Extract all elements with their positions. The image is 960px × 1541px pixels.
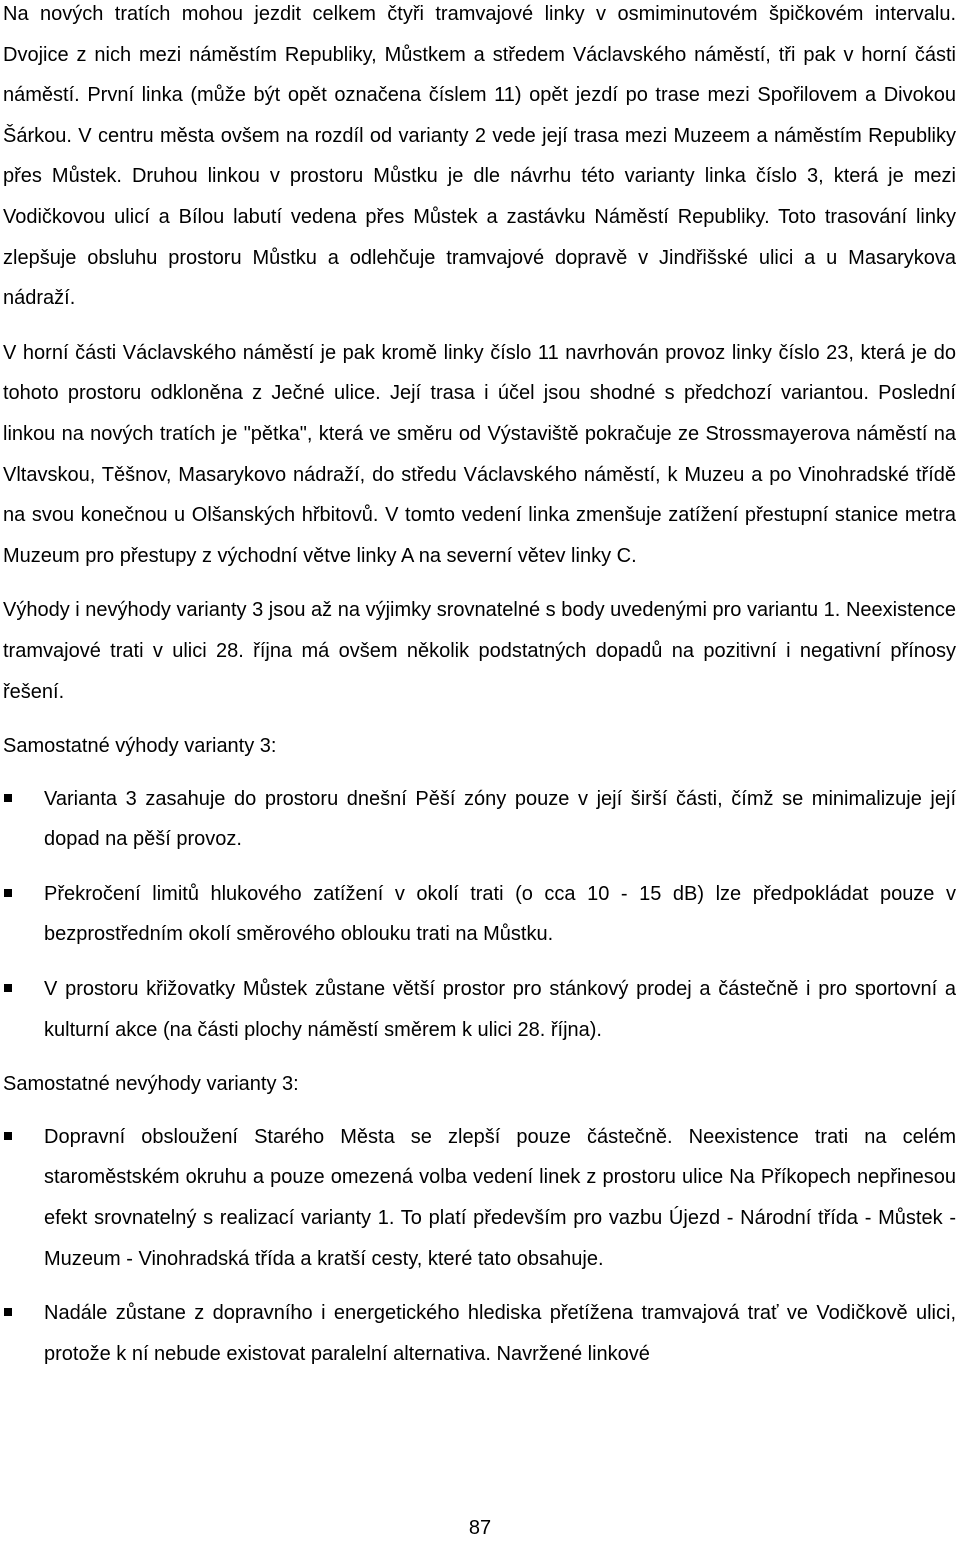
list-item	[3, 1117, 956, 1279]
square-bullet-icon	[4, 984, 12, 992]
paragraph-upper-wenceslas: V horní části Václavského náměstí je pak kromě linky číslo 11 navrhován provoz linky číslo 23, která je do tohoto prostoru odkloněna z Ječné ulice. Její trasa i účel jsou shodné s předchozí variantou. Poslední linkou na nových tratích je "pětka", která ve směru od Výstaviště pokračuje ze Strossmayerova náměstí na Vltavskou, Těšnov, Masarykovo nádraží, do středu Václavského náměstí, k Muzeu a po Vinohradské třídě na svou konečnou u Olšanských hřbitovů. V tomto vedení linka zmenšuje zatížení přestupní stanice metra Muzeum pro přestupy z východní větve linky A na severní větev linky C.	[3, 341, 956, 567]
paragraph-comparison: Výhody i nevýhody varianty 3 jsou až na výjimky srovnatelné s body uvedenými pro variantu 1. Neexistence tramvajové trati v ulici 28. října má ovšem několik podstatných dopadů na pozitivní i negativní přínosy řešení.	[3, 599, 956, 703]
advantages-heading: Samostatné výhody varianty 3:	[3, 735, 277, 758]
list-item	[3, 779, 956, 860]
list-item-text: V prostoru křižovatky Můstek zůstane větší prostor pro stánkový prodej a částečně i pro sportovní a kulturní akce (na části plochy náměstí směrem k ulici 28. října).	[44, 978, 956, 1041]
list-item	[3, 874, 956, 955]
advantages-list	[3, 779, 956, 1051]
list-item-text: Nadále zůstane z dopravního i energetického hlediska přetížena tramvajová trať ve Vodičkově ulici, protože k ní nebude existovat paralelní alternativa. Navržené linkové	[44, 1302, 956, 1365]
list-item	[3, 969, 956, 1050]
list-item	[3, 1293, 956, 1374]
list-item-text: Varianta 3 zasahuje do prostoru dnešní Pěší zóny pouze v její širší části, čímž se minimalizuje její dopad na pěší provoz.	[44, 787, 956, 851]
list-item-text: Dopravní obsloužení Starého Města se zlepší pouze částečně. Neexistence trati na celém staroměstském okruhu a pouze omezená volba vedení linek z prostoru ulice Na Příkopech nepřinesou efekt srovnatelný s realizací varianty 1. To platí především pro vazbu Újezd - Národní třída - Můstek - Muzeum - Vinohradská třída a kratší cesty, které tato obsahuje.	[44, 1125, 956, 1270]
square-bullet-icon	[4, 794, 12, 802]
list-item-text: Překročení limitů hlukového zatížení v okolí trati (o cca 10 - 15 dB) lze předpokládat pouze v bezprostředním okolí směrového oblouku trati na Můstku.	[44, 882, 956, 946]
paragraph-new-lines: Na nových tratích mohou jezdit celkem čtyři tramvajové linky v osmiminutovém špičkovém intervalu. Dvojice z nich mezi náměstím Republiky, Můstkem a středem Václavského náměstí, tři pak v horní části náměstí. První linka (může být opět označena číslem 11) opět jezdí po trase mezi Spořilovem a Divokou Šárkou. V centru města ovšem na rozdíl od varianty 2 vede její trasa mezi Muzeem a náměstím Republiky přes Můstek. Druhou linkou v prostoru Můstku je dle návrhu této varianty linka číslo 3, která je mezi Vodičkovou ulicí a Bílou labutí vedena přes Můstek a zastávku Náměstí Republiky. Toto trasování linky zlepšuje obsluhu prostoru Můstku a odlehčuje tramvajové dopravě v Jindřišské ulici a u Masarykova nádraží.	[3, 3, 956, 310]
page-number: 87	[468, 1517, 492, 1539]
disadvantages-list	[3, 1117, 956, 1375]
square-bullet-icon	[4, 1132, 12, 1140]
square-bullet-icon	[4, 1308, 12, 1316]
square-bullet-icon	[4, 889, 12, 897]
page-content	[3, 0, 956, 1388]
disadvantages-heading: Samostatné nevýhody varianty 3:	[3, 1073, 299, 1096]
